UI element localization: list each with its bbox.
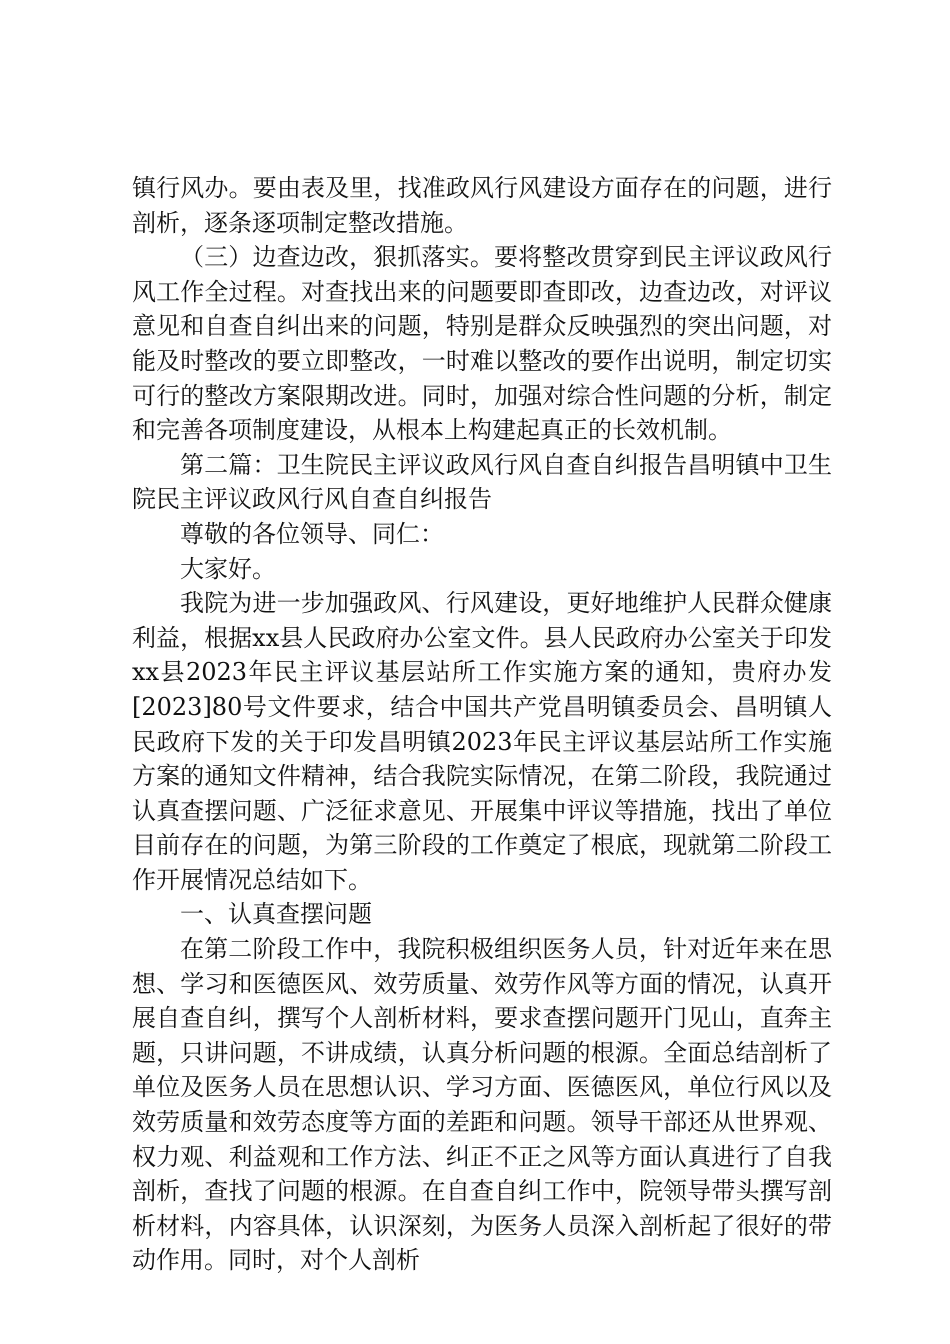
paragraph-section-three: （三）边查边改，狠抓落实。要将整改贯穿到民主评议政风行风工作全过程。对查找出来的问题要即查即改，边查边改，对评议意见和自查自纠出来的问题，特别是群众反映强烈的突出问题，对能及时整改的要立即整改，一时难以整改的要作出说明，制定切实可行的整改方案限期改进。同时，加强对综合性问题的分析，制定和完善各项制度建设，从根本上构建起真正的长效机制。 [132, 243, 832, 445]
paragraph-salutation: 尊敬的各位领导、同仁： [180, 519, 444, 548]
paragraph-greeting: 大家好。 [180, 554, 276, 583]
paragraph-introduction: 我院为进一步加强政风、行风建设，更好地维护人民群众健康利益，根据xx县人民政府办公室文件。县人民政府办公室关于印发xx县2023年民主评议基层站所工作实施方案的通知，贵府办发[2023]80号文件要求，结合中国共产党昌明镇委员会、昌明镇人民政府下发的关于印发昌明镇2023年民主评议基层站所工作实施方案的通知文件精神，结合我院实际情况，在第二阶段，我院通过认真查摆问题、广泛征求意见、开展集中评议等措施，找出了单位目前存在的问题，为第三阶段的工作奠定了根底，现就第二阶段工作开展情况总结如下。 [132, 589, 832, 894]
paragraph-chapter-two-title: 第二篇：卫生院民主评议政风行风自查自纠报告昌明镇中卫生院民主评议政风行风自查自纠报告 [132, 450, 832, 514]
paragraph-continuation: 镇行风办。要由表及里，找准政风行风建设方面存在的问题，进行剖析，逐条逐项制定整改措施。 [132, 174, 832, 237]
section-heading-one: 一、认真查摆问题 [180, 900, 372, 929]
document-body [132, 171, 832, 1278]
paragraph-section-one-body: 在第二阶段工作中，我院积极组织医务人员，针对近年来在思想、学习和医德医风、效劳质量、效劳作风等方面的情况，认真开展自查自纠，撰写个人剖析材料，要求查摆问题开门见山，直奔主题，只讲问题，不讲成绩，认真分析问题的根源。全面总结剖析了单位及医务人员在思想认识、学习方面、医德医风，单位行风以及效劳质量和效劳态度等方面的差距和问题。领导干部还从世界观、权力观、利益观和工作方法、纠正不正之风等方面认真进行了自我剖析，查找了问题的根源。在自查自纠工作中，院领导带头撰写剖析材料，内容具体，认识深刻，为医务人员深入剖析起了很好的带动作用。同时，对个人剖析 [132, 935, 832, 1275]
